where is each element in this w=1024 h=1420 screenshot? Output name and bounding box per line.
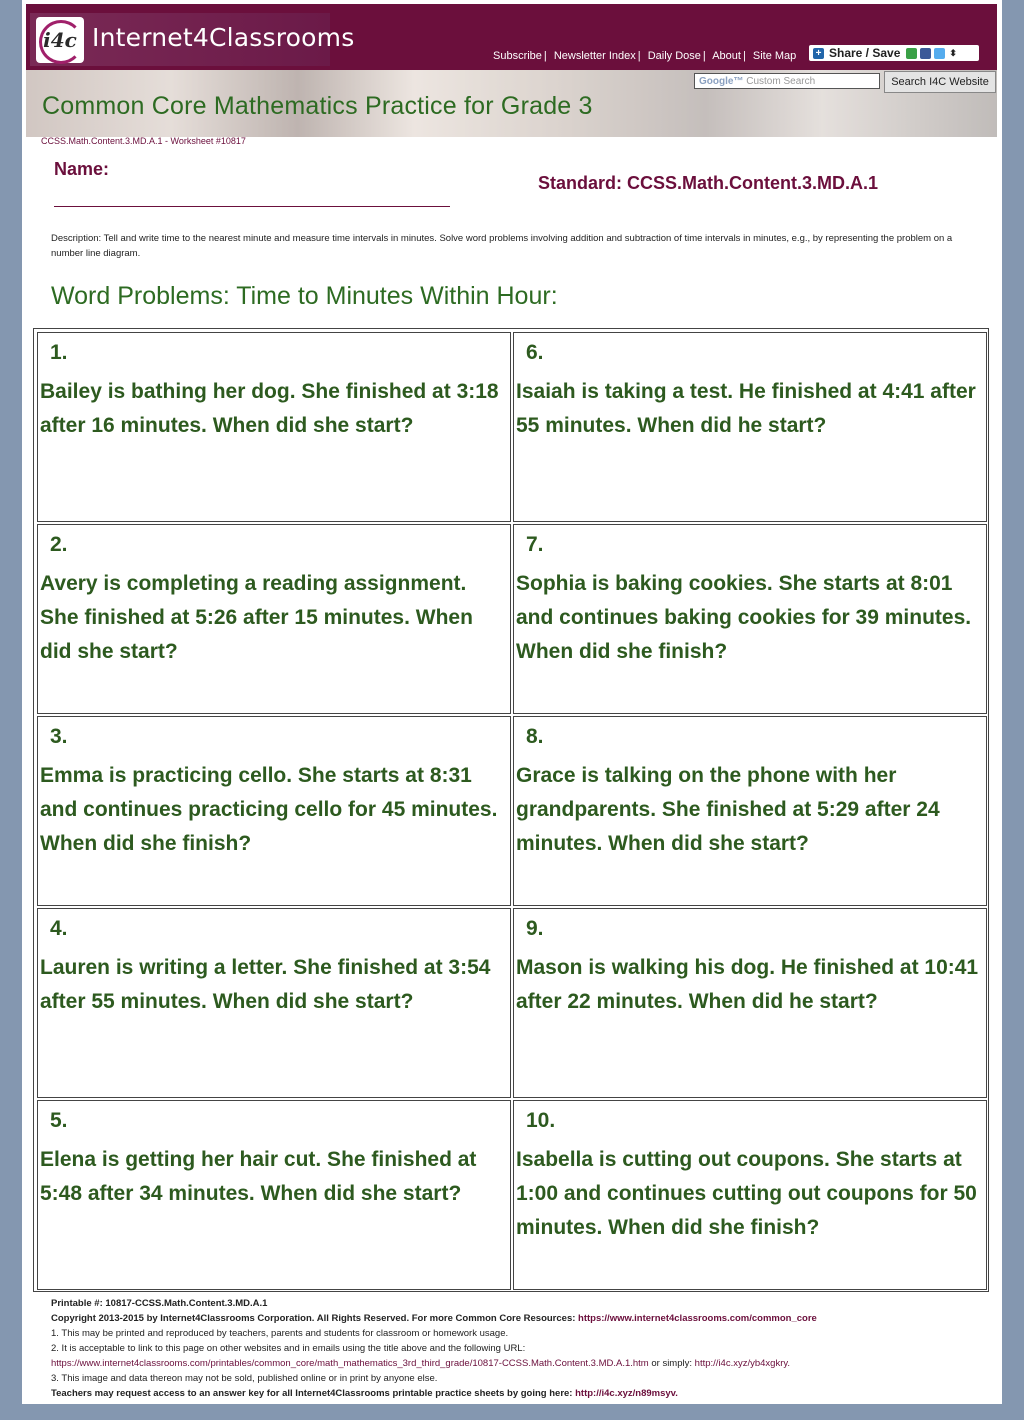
nav-separator: |	[702, 50, 706, 62]
problem-number: 7.	[526, 533, 544, 556]
footer-note-2: 2. It is acceptable to link to this page on other websites and in emails using the title above and the following URL:	[51, 1343, 526, 1354]
problem-cell	[37, 1100, 511, 1290]
problem-text: Elena is getting her hair cut. She finished at 5:48 after 34 minutes. When did she start?	[40, 1148, 477, 1205]
problem-number: 1.	[50, 341, 68, 364]
top-nav	[493, 50, 796, 62]
nav-about[interactable]: About	[712, 50, 741, 62]
nav-separator: |	[637, 50, 641, 62]
logo-text: Internet4Classrooms	[92, 23, 355, 52]
share-plus-icon: +	[813, 48, 824, 59]
answer-key-note	[51, 1386, 991, 1401]
problem-text: Avery is completing a reading assignment. She finished at 5:26 after 15 minutes. When did she start?	[40, 572, 473, 663]
problem-number: 6.	[526, 341, 544, 364]
problem-cell	[37, 332, 511, 522]
site-logo[interactable]	[30, 13, 355, 66]
problem-cell	[37, 908, 511, 1098]
google-brand: Google™	[699, 76, 744, 87]
page	[22, 0, 1002, 1404]
nav-subscribe[interactable]: Subscribe	[493, 50, 542, 62]
problem-text: Mason is walking his dog. He finished at 10:41 after 22 minutes. When did he start?	[516, 956, 979, 1013]
site-header	[26, 4, 997, 70]
worksheet-url-link[interactable]: https://www.internet4classrooms.com/printables/common_core/math_mathematics_3rd_third_grade/10817-CCSS.Math.Content.3.MD.A.1.htm	[51, 1358, 649, 1369]
problem-cell	[37, 524, 511, 714]
problem-text: Sophia is baking cookies. She starts at 8:01 and continues baking cookies for 39 minutes. When did she finish?	[516, 572, 972, 663]
problem-text: Grace is talking on the phone with her grandparents. She finished at 5:29 after 24 minutes. When did she start?	[516, 764, 940, 855]
footer	[51, 1296, 991, 1401]
search-input[interactable]	[694, 73, 880, 89]
description: Description: Tell and write time to the nearest minute and measure time intervals in minutes. Solve word problems involving addition and subtraction of time intervals in minutes, e.g., by representing the problem on a number line diagram.	[51, 233, 953, 259]
problem-cell	[513, 332, 987, 522]
common-core-link[interactable]: https://www.internet4classrooms.com/common_core	[578, 1313, 817, 1324]
page-title: Common Core Mathematics Practice for Grade 3	[42, 92, 593, 120]
problems-grid	[33, 328, 989, 1292]
breadcrumb: CCSS.Math.Content.3.MD.A.1 - Worksheet #10817	[41, 136, 246, 146]
problem-text: Lauren is writing a letter. She finished at 3:54 after 55 minutes. When did she start?	[40, 956, 491, 1013]
nav-site-map[interactable]: Site Map	[752, 50, 797, 62]
problem-number: 5.	[50, 1109, 68, 1132]
copyright-text: Copyright 2013-2015 by Internet4Classrooms Corporation. All Rights Reserved. For more Common Core Resources:	[51, 1313, 579, 1324]
problem-cell	[37, 716, 511, 906]
chevron-updown-icon: ⬍	[949, 47, 957, 58]
problem-cell	[513, 716, 987, 906]
share-label: Share / Save	[829, 46, 901, 60]
name-label: Name:	[54, 159, 110, 179]
problem-text: Isabella is cutting out coupons. She starts at 1:00 and continues cutting out coupons for 50 minutes. When did she finish?	[516, 1148, 977, 1239]
problem-cell	[513, 908, 987, 1098]
problem-number: 3.	[50, 725, 68, 748]
nav-separator: |	[543, 50, 547, 62]
problem-number: 4.	[50, 917, 68, 940]
problem-cell	[513, 1100, 987, 1290]
problem-text: Isaiah is taking a test. He finished at 4:41 after 55 minutes. When did he start?	[516, 380, 976, 437]
problem-number: 10.	[526, 1109, 556, 1132]
footer-note-1: 1. This may be printed and reproduced by teachers, parents and students for classroom or homework usage.	[51, 1328, 509, 1339]
share-icon	[906, 48, 917, 59]
nav-separator: |	[742, 50, 746, 62]
facebook-icon	[920, 48, 931, 59]
printable-number: Printable #: 10817-CCSS.Math.Content.3.MD.A.1	[51, 1298, 268, 1309]
share-save-button[interactable]	[809, 45, 979, 61]
or-text: or simply:	[648, 1358, 695, 1369]
section-title: Word Problems: Time to Minutes Within Hour:	[51, 282, 558, 310]
logo-mark-text: i4c	[43, 28, 77, 52]
search-button[interactable]: Search I4C Website	[884, 71, 996, 93]
problem-number: 9.	[526, 917, 544, 940]
footer-note-2-urls	[51, 1356, 991, 1371]
standard-label: Standard: CCSS.Math.Content.3.MD.A.1	[538, 173, 879, 193]
twitter-icon	[934, 48, 945, 59]
search-placeholder: Custom Search	[746, 76, 816, 87]
i4c-logo-icon	[36, 17, 84, 63]
nav-daily-dose[interactable]: Daily Dose	[647, 50, 701, 62]
answer-key-text: Teachers may request access to an answer key for all Internet4Classrooms printable practice sheets by going here:	[51, 1388, 576, 1399]
hero-banner	[26, 70, 997, 137]
answer-key-link[interactable]: http://i4c.xyz/n89msyv.	[575, 1388, 678, 1399]
name-line	[54, 206, 450, 207]
problem-cell	[513, 524, 987, 714]
problem-text: Bailey is bathing her dog. She finished at 3:18 after 16 minutes. When did she start?	[40, 380, 499, 437]
footer-note-3: 3. This image and data thereon may not be sold, published online or in print by anyone else.	[51, 1373, 438, 1384]
copyright	[51, 1311, 991, 1326]
problem-number: 2.	[50, 533, 68, 556]
problem-number: 8.	[526, 725, 544, 748]
problem-text: Emma is practicing cello. She starts at 8:31 and continues practicing cello for 45 minutes. When did she finish?	[40, 764, 498, 855]
nav-newsletter-index[interactable]: Newsletter Index	[553, 50, 636, 62]
short-url-link[interactable]: http://i4c.xyz/yb4xgkry.	[694, 1358, 791, 1369]
